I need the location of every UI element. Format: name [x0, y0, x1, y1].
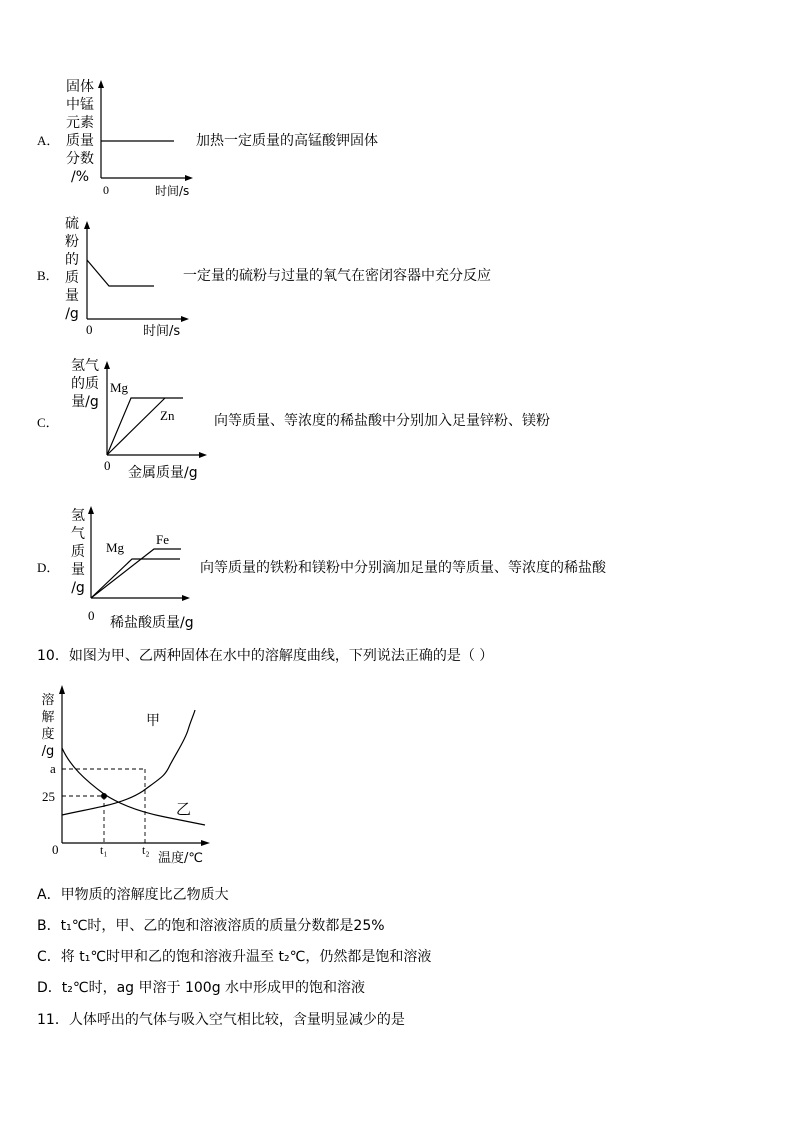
- q10-solubility-graph: [40, 680, 215, 870]
- ylabel-line: 的质: [71, 376, 99, 392]
- q10-tick-a: a: [50, 761, 56, 776]
- ylabel-line: 解: [41, 710, 55, 725]
- q10-curve-label-yi: 乙: [176, 800, 192, 818]
- option-c-origin: 0: [104, 458, 111, 473]
- ylabel-line: 氢: [71, 508, 85, 524]
- ylabel-line: 氢气: [71, 358, 99, 374]
- option-b-origin: 0: [86, 322, 93, 337]
- q10-xlabel: 温度/℃: [158, 851, 203, 866]
- ylabel-line: /g: [65, 306, 79, 322]
- option-a-xlabel: 时间/s: [155, 184, 190, 198]
- q10-tick-t2: t₂: [142, 843, 150, 857]
- option-d-series-mg: Mg: [106, 540, 125, 555]
- option-a-origin: 0: [103, 183, 109, 197]
- option-a-graph: [90, 78, 195, 188]
- ylabel-line: 量/g: [71, 394, 99, 410]
- option-b-letter: B．: [37, 268, 59, 283]
- ylabel-line: 量: [65, 288, 79, 304]
- option-c-xlabel: 金属质量/g: [128, 465, 198, 481]
- ylabel-line: 的: [65, 252, 79, 268]
- option-b-graph: [80, 218, 195, 328]
- sulfur-curve: [87, 260, 154, 286]
- ylabel-line: 分数: [66, 151, 94, 167]
- ylabel-line: 质: [71, 544, 85, 560]
- option-a-description: 加热一定质量的高锰酸钾固体: [196, 133, 378, 149]
- fe-line: [91, 549, 181, 598]
- option-d-graph: [84, 503, 196, 603]
- q10-choice-a: A．甲物质的溶解度比乙物质大: [37, 887, 229, 903]
- ylabel-line: 粉: [65, 234, 79, 250]
- option-b-description: 一定量的硫粉与过量的氧气在密闭容器中充分反应: [183, 268, 491, 284]
- ylabel-line: 气: [71, 526, 85, 542]
- ylabel-line: 中锰: [66, 97, 94, 113]
- option-d-letter: D．: [37, 560, 60, 575]
- ylabel-line: 固体: [66, 79, 94, 95]
- option-d-xlabel: 稀盐酸质量/g: [110, 615, 194, 631]
- ylabel-line: /g: [41, 744, 55, 759]
- q10-origin: 0: [52, 842, 59, 857]
- option-c-description: 向等质量、等浓度的稀盐酸中分别加入足量锌粉、镁粉: [214, 413, 550, 429]
- option-d-description: 向等质量的铁粉和镁粉中分别滴加足量的等质量、等浓度的稀盐酸: [200, 560, 606, 576]
- ylabel-line: 元素: [66, 115, 94, 131]
- ylabel-line: 硫: [65, 216, 79, 232]
- q10-tick-t1: t₁: [100, 843, 108, 857]
- option-d-origin: 0: [88, 608, 95, 623]
- q10-choice-d: D．t₂℃时，ag 甲溶于 100g 水中形成甲的饱和溶液: [37, 980, 366, 996]
- option-c-graph: [98, 358, 213, 458]
- ylabel-line: 度: [41, 727, 55, 742]
- ylabel-line: /g: [71, 580, 85, 596]
- mg-line: [91, 559, 180, 598]
- ylabel-line: 溶: [41, 693, 55, 708]
- question-10-stem: 10．如图为甲、乙两种固体在水中的溶解度曲线，下列说法正确的是（ ）: [37, 648, 494, 664]
- option-c-series-mg: Mg: [110, 380, 129, 395]
- question-11-stem: 11．人体呼出的气体与吸入空气相比较，含量明显减少的是: [37, 1012, 405, 1028]
- q10-curve-label-jia: 甲: [146, 713, 160, 729]
- option-a-letter: A．: [37, 133, 60, 148]
- q10-tick-25: 25: [42, 789, 55, 804]
- ylabel-line: /%: [70, 169, 90, 185]
- option-b-xlabel: 时间/s: [143, 324, 181, 339]
- ylabel-line: 质量: [66, 133, 94, 149]
- q10-choice-b: B．t₁℃时，甲、乙的饱和溶液溶质的质量分数都是25%: [37, 918, 385, 934]
- option-d-series-fe: Fe: [156, 532, 169, 547]
- intersection-point: [101, 793, 107, 799]
- option-c-letter: C．: [37, 415, 59, 430]
- mg-line: [107, 398, 183, 455]
- zn-line: [107, 398, 165, 455]
- option-c-series-zn: Zn: [160, 408, 175, 423]
- q10-choice-c: C．将 t₁℃时甲和乙的饱和溶液升温至 t₂℃，仍然都是饱和溶液: [37, 949, 432, 965]
- ylabel-line: 质: [65, 270, 79, 286]
- ylabel-line: 量: [71, 562, 85, 578]
